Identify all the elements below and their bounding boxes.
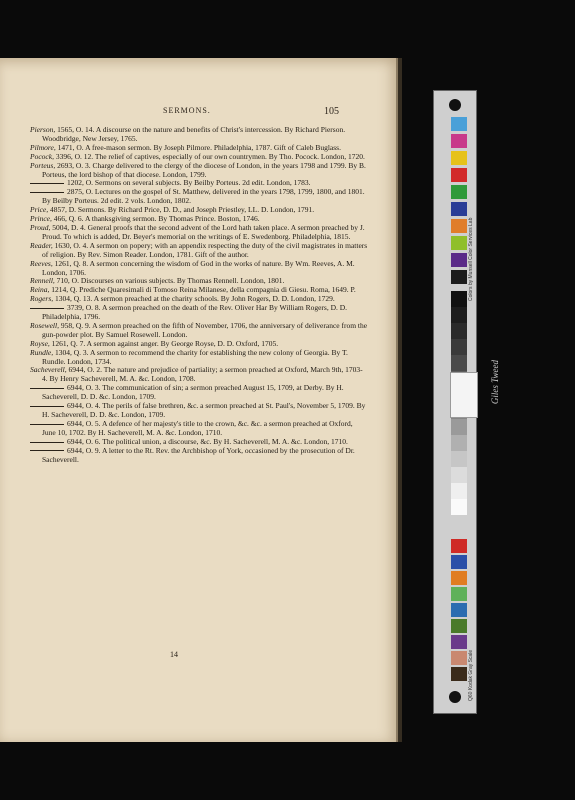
ditto-dash — [30, 406, 64, 407]
entry-text: 6944, O. 3. The communication of sin; a sermon preached August 15, 1709, at Derby. By H. Sacheverell, D. D. &c. London, 1709. — [42, 383, 344, 402]
color-swatch — [451, 185, 467, 199]
color-swatch — [451, 168, 467, 182]
catalog-entries — [30, 126, 368, 464]
ditto-dash — [30, 183, 64, 184]
entry-text: 6944, O. 9. A letter to the Rt. Rev. the Archbishop of York, occasioned by the prosecution of Dr. Sacheverell. — [42, 445, 355, 464]
entry-author: Price, — [30, 205, 50, 215]
color-swatch — [451, 236, 467, 250]
color-swatch — [451, 270, 467, 284]
entry-author: Reader, — [30, 240, 55, 250]
catalog-entry — [30, 384, 368, 402]
page-number: 105 — [324, 106, 339, 117]
entry-author: Rundle, — [30, 347, 55, 357]
ditto-dash — [30, 450, 64, 451]
gray-step — [451, 307, 467, 323]
entry-author: Sacheverell, — [30, 365, 69, 375]
entry-text: 6944, O. 2. The nature and prejudice of partiality; a sermon preached at Oxford, March 9th, 1703-4. By Henry Sacheverell, M. A. &c. London, 1708. — [42, 365, 363, 384]
color-swatch — [451, 202, 467, 216]
color-swatch — [451, 635, 467, 649]
color-swatch — [451, 619, 467, 633]
entry-author: Prince, — [30, 214, 54, 224]
ditto-dash — [30, 424, 64, 425]
entry-author: Rosewell, — [30, 320, 61, 330]
entry-text: 1304, Q. 3. A sermon to recommend the charity for establishing the new colony of Georgia. By T. Rundle. London, 1734. — [42, 347, 348, 366]
color-swatch — [451, 667, 467, 681]
page-edge-shadow — [396, 58, 402, 742]
strip-top-label: Colors by Munsell Color Services Lab — [468, 217, 474, 301]
running-head-title: SERMONS. — [163, 106, 211, 115]
catalog-entry — [30, 260, 368, 278]
entry-author: Reina, — [30, 285, 52, 295]
entry-text: 3739, O. 8. A sermon preached on the death of the Rev. Oliver Har By William Rogers, D. D. Philadelphia, 1796. — [42, 303, 348, 322]
color-swatch — [451, 587, 467, 601]
gray-step — [451, 499, 467, 515]
color-swatch — [451, 117, 467, 131]
gray-step — [451, 435, 467, 451]
entry-text: 1304, Q. 13. A sermon preached at the charity schools. By John Rogers, D. D. London, 1729. — [55, 294, 335, 304]
catalog-entry — [30, 349, 368, 367]
gray-step — [451, 291, 467, 307]
catalog-entry — [30, 366, 368, 384]
entry-text: 2693, O. 3. Charge delivered to the clergy of the diocese of London, in the years 1798 and 1799. By B. Porteus, the lord bishop of that diocese. London, 1799. — [42, 160, 366, 179]
entry-text: 1261, Q. 8. A sermon concerning the wisdom of God in the works of nature. By Wm. Reeves, A. M. London, 1706. — [42, 258, 355, 277]
entry-text: 1214, Q. Prediche Quaresimali di Tomoso Reina Milanese, della compagnia di Giesu. Roma, 1649. P. — [51, 285, 356, 295]
color-swatch — [451, 134, 467, 148]
entry-author: Pocock, — [30, 151, 56, 161]
entry-text: 958, Q. 9. A sermon preached on the fifth of November, 1706, the anniversary of deliverance from the gun-powder plot. By Samuel Rosewell. London. — [42, 320, 368, 339]
entry-text: 6944, O. 4. The perils of false brethren, &c. a sermon preached at St. Paul's, November 5, 1709. By H. Sacheverell, D. D. &c. London, 1709. — [42, 401, 366, 419]
color-swatch — [451, 651, 467, 665]
gray-step — [451, 451, 467, 467]
entry-author: Porteus, — [30, 160, 58, 170]
entry-text: 1261, Q. 7. A sermon against anger. By George Royse, D. D. Oxford, 1705. — [51, 338, 279, 348]
catalog-entry — [30, 304, 368, 322]
entry-text: 2875, O. Lectures on the gospel of St. Matthew, delivered in the years 1798, 1799, 1800, and 1801. By Beilby Porteus. 2d edit. 2 vols. London, 1802. — [42, 187, 365, 206]
color-swatch — [451, 219, 467, 233]
gray-step — [451, 323, 467, 339]
entry-text: 6944, O. 6. The political union, a discourse, &c. By H. Sacheverell, M. A. &c. London, 1710. — [67, 436, 348, 446]
catalog-entry — [30, 322, 368, 340]
gray-step — [451, 467, 467, 483]
strip-hole — [449, 691, 461, 703]
color-swatch — [451, 603, 467, 617]
signature-mark: 14 — [170, 650, 178, 659]
entry-text: 1630, O. 4. A sermon on popery; with an appendix respecting the duty of the civil magistrates in matters of religion. By Rev. Simon Reader. London, 1781. Gift of the author. — [42, 240, 368, 259]
color-swatch — [451, 539, 467, 553]
gray-step — [451, 339, 467, 355]
ditto-dash — [30, 442, 64, 443]
catalog-entry — [30, 126, 368, 144]
entry-author: Reeves, — [30, 258, 55, 268]
gray-step — [451, 355, 467, 371]
catalog-entry — [30, 447, 368, 465]
catalog-entry — [30, 402, 368, 420]
entry-text: 466, Q. 6. A thanksgiving sermon. By Thomas Prince. Boston, 1746. — [53, 214, 260, 224]
strip-bottom-label: Q60 Kodak Gray Scale — [468, 649, 474, 701]
catalog-entry — [30, 242, 368, 260]
color-swatch — [451, 571, 467, 585]
color-swatch — [451, 151, 467, 165]
entry-text: 1202, O. Sermons on several subjects. By Beilby Porteus. 2d edit. London, 1783. — [67, 178, 311, 188]
entry-author: Proud, — [30, 222, 53, 232]
catalog-entry — [30, 420, 368, 438]
entry-author: Pierson, — [30, 125, 58, 134]
entry-text: 6944, O. 5. A defence of her majesty's title to the crown, &c. &c. a sermon preached at Oxford, June 10, 1702. By H. Sacheverell, M. A. &c. London, 1710. — [42, 418, 353, 437]
entry-text: 3396, O. 12. The relief of captives, especially of our own countrymen. By Tho. Pocock. London, 1720. — [55, 151, 365, 161]
entry-author: Rennell, — [30, 276, 57, 286]
gray-step — [451, 483, 467, 499]
entry-text: 1471, O. A free-mason sermon. By Joseph Pilmore. Philadelphia, 1787. Gift of Caleb Buglass. — [57, 142, 341, 152]
entry-author: Rogers, — [30, 294, 55, 304]
gray-step — [451, 419, 467, 435]
entry-author: Royse, — [30, 338, 52, 348]
running-head — [0, 106, 398, 120]
ditto-dash — [30, 388, 64, 389]
strip-hole — [449, 99, 461, 111]
entry-text: 5004, D. 4. General proofs that the second advent of the Lord hath taken place. A sermon preached by J. Proud. To which is added, Dr. Beyer's memorial on the writings of E. Swedenborg. Philadelphia, 1815. — [42, 222, 365, 241]
entry-text: 4857, D. Sermons. By Richard Price, D. D., and Joseph Priestley, LL. D. London, 1791. — [50, 205, 315, 215]
entry-text: 710, O. Discourses on various subjects. By Thomas Rennell. London, 1801. — [56, 276, 285, 286]
catalog-entry — [30, 162, 368, 180]
ditto-dash — [30, 192, 64, 193]
catalog-entry — [30, 188, 368, 206]
ruler-tag — [450, 372, 478, 418]
entry-text: 1565, O. 14. A discourse on the nature and benefits of Christ's intercession. By Richard Pierson. Woodbridge, New Jersey, 1765. — [42, 125, 346, 143]
catalog-entry — [30, 224, 368, 242]
handwritten-note: Giles Tweed — [490, 360, 500, 405]
color-swatch — [451, 253, 467, 267]
color-swatch — [451, 555, 467, 569]
entry-author: Pilmore, — [30, 142, 58, 152]
ditto-dash — [30, 308, 64, 309]
